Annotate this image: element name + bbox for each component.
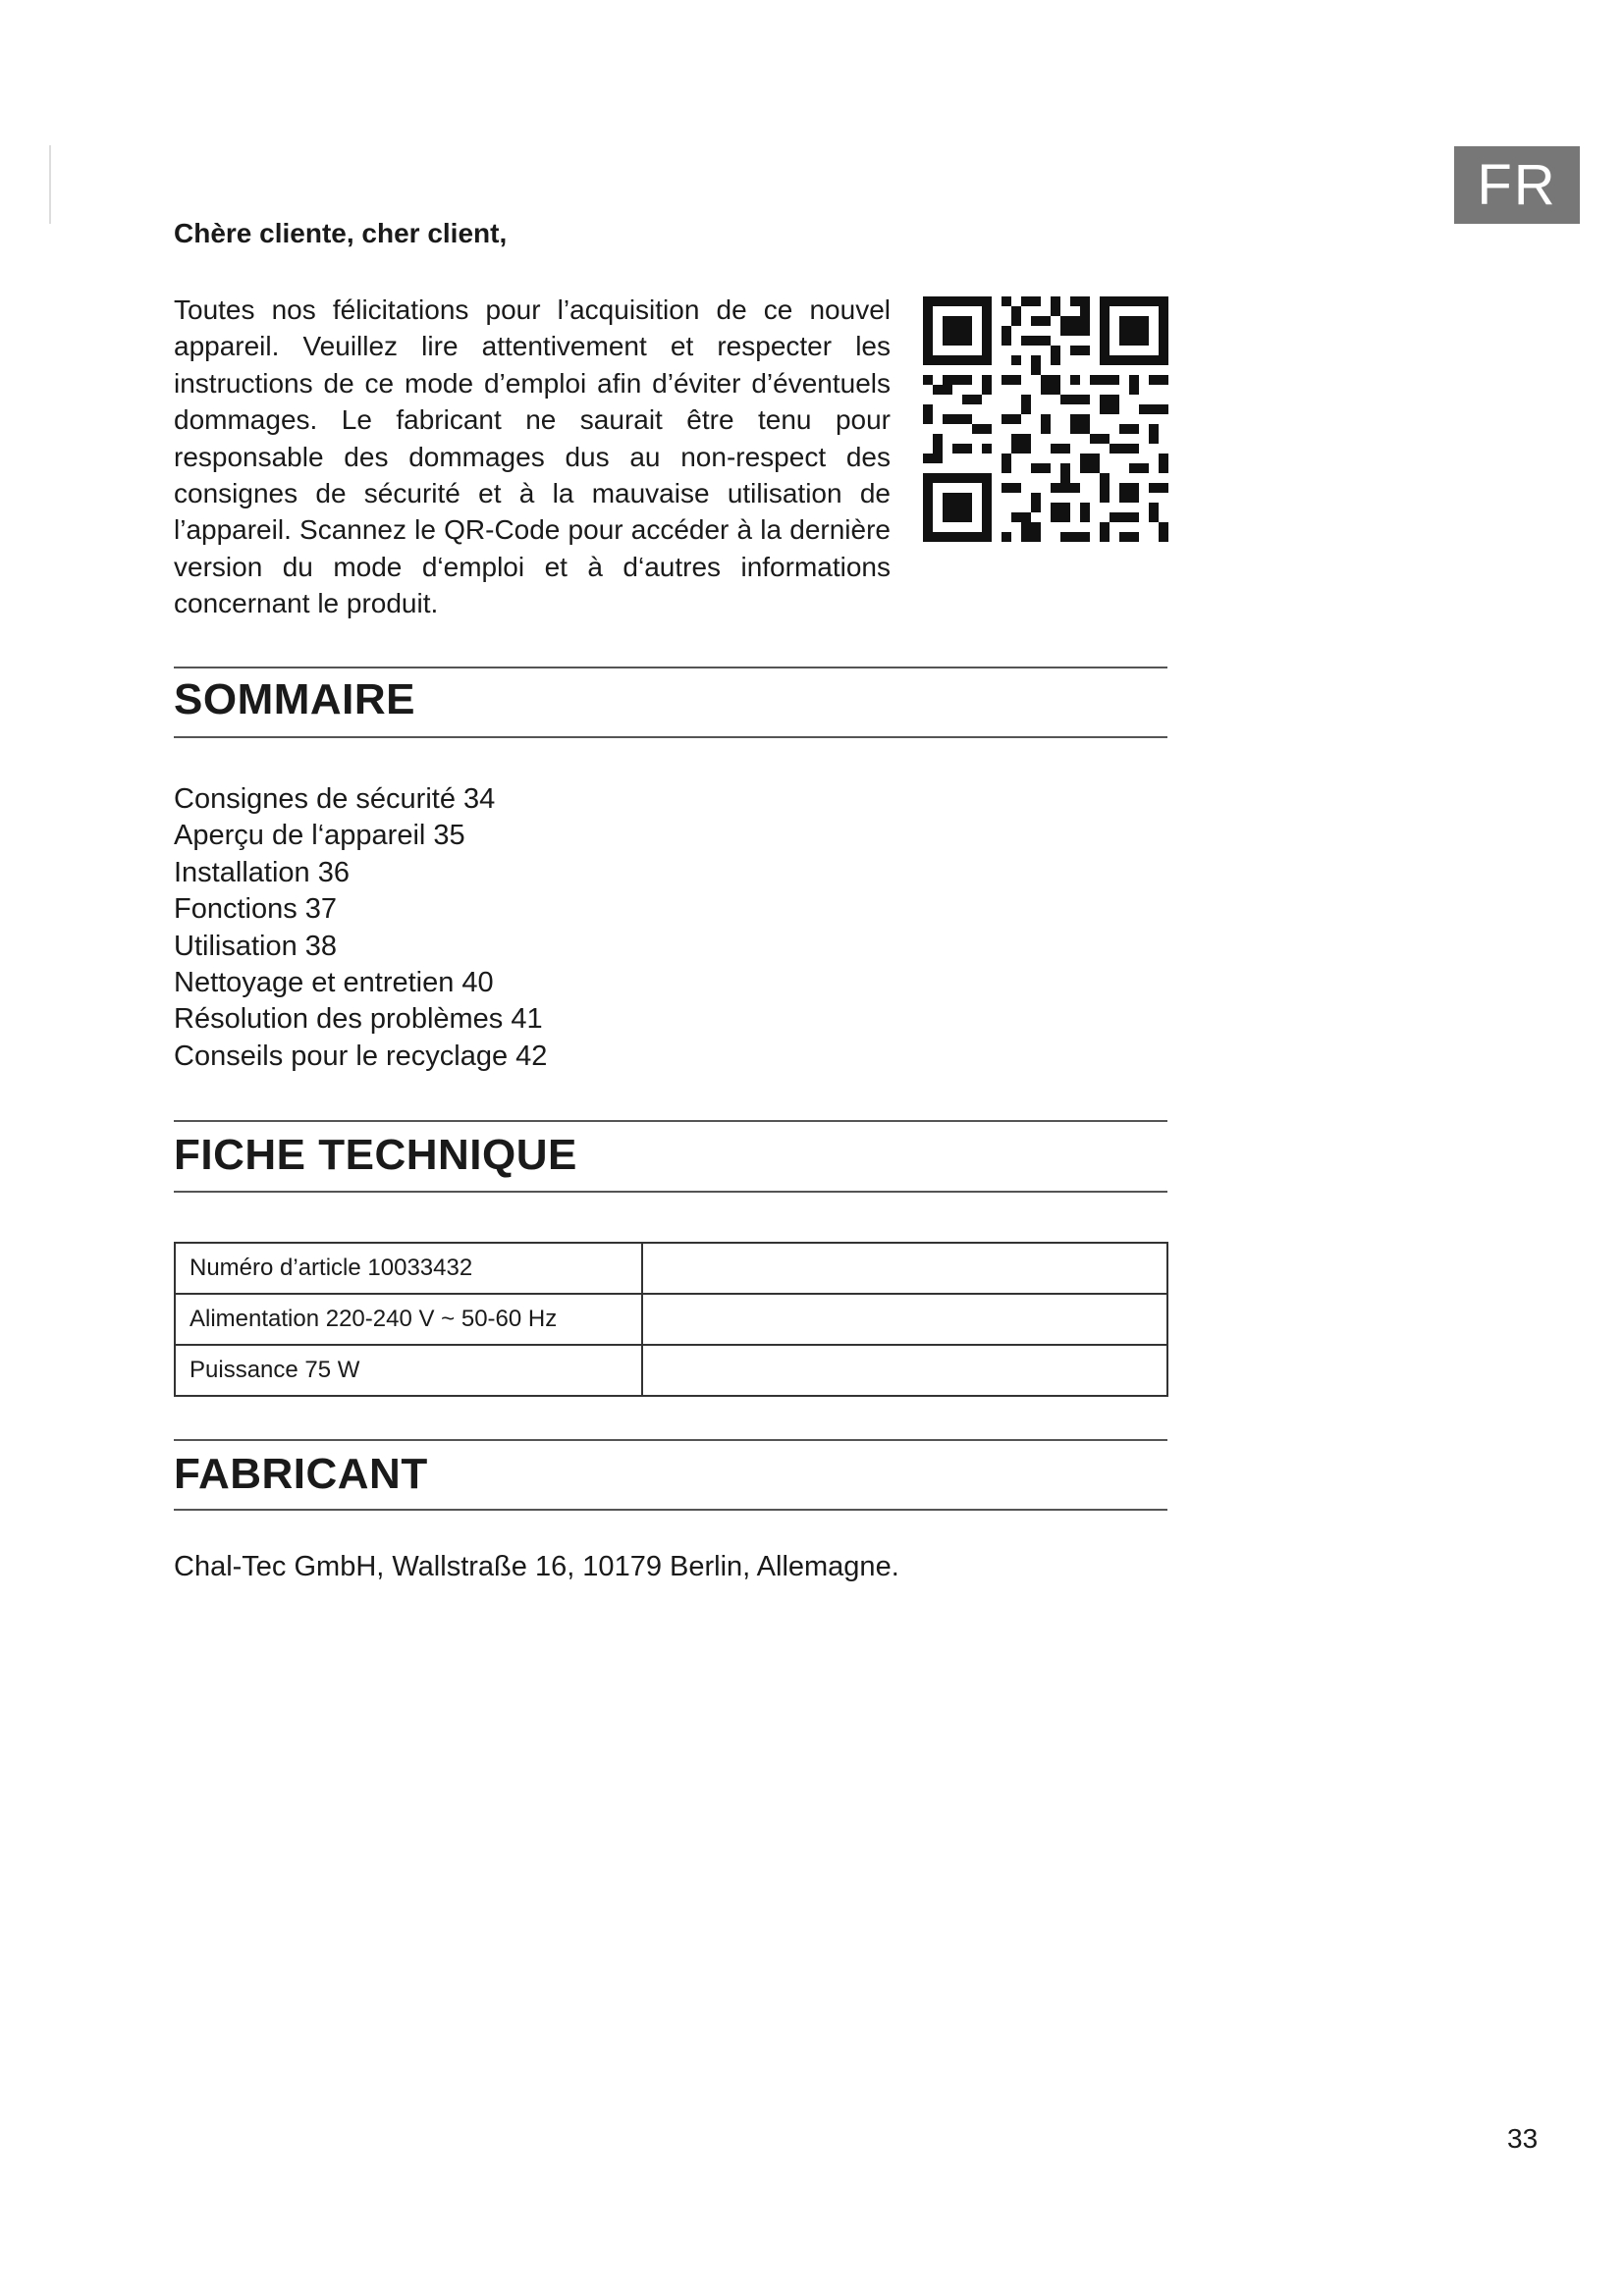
spec-value bbox=[642, 1294, 1168, 1345]
toc-item[interactable]: Utilisation 38 bbox=[174, 930, 338, 962]
toc-item[interactable]: Consignes de sécurité 34 bbox=[174, 783, 496, 815]
table-of-contents bbox=[174, 781, 547, 1075]
section-title-fabricant: FABRICANT bbox=[174, 1450, 428, 1498]
spec-table bbox=[174, 1242, 1168, 1397]
table-row bbox=[175, 1243, 1167, 1294]
toc-item[interactable]: Nettoyage et entretien 40 bbox=[174, 967, 494, 999]
section-rule-bottom bbox=[174, 1509, 1167, 1511]
spec-label: Puissance 75 W bbox=[175, 1345, 642, 1396]
page-number: 33 bbox=[1507, 2123, 1539, 2154]
table-row bbox=[175, 1294, 1167, 1345]
toc-item[interactable]: Installation 36 bbox=[174, 856, 350, 888]
section-rule-bottom bbox=[174, 736, 1167, 738]
section-rule-top bbox=[174, 1439, 1167, 1441]
language-badge: FR bbox=[1454, 146, 1580, 224]
intro-paragraph: Toutes nos félicitations pour l’acquisition de ce nouvel appareil. Veuillez lire attentivement et respecter les instructions de ce mode d’emploi afin d’éviter d’éventuels dommages. Le fabricant ne saurait être tenu pour responsable des dommages dus au non-respect des consignes de sécurité et à la mauvaise utilisation de l’appareil. Scannez le QR-Code pour accéder à la dernière version du mode d‘emploi et à d‘autres informations concernant le produit. bbox=[174, 294, 891, 619]
toc-item[interactable]: Conseils pour le recyclage 42 bbox=[174, 1040, 548, 1072]
manufacturer-address: Chal-Tec GmbH, Wallstraße 16, 10179 Berlin, Allemagne. bbox=[174, 1551, 899, 1582]
spec-label: Numéro d’article 10033432 bbox=[175, 1243, 642, 1294]
section-title-fiche-technique: FICHE TECHNIQUE bbox=[174, 1131, 577, 1179]
spec-label: Alimentation 220-240 V ~ 50-60 Hz bbox=[175, 1294, 642, 1345]
toc-item[interactable]: Aperçu de l‘appareil 35 bbox=[174, 820, 465, 852]
greeting: Chère cliente, cher client, bbox=[174, 218, 508, 248]
qr-code-icon[interactable] bbox=[923, 296, 1168, 542]
table-row bbox=[175, 1345, 1167, 1396]
section-rule-top bbox=[174, 1120, 1167, 1122]
section-rule-top bbox=[174, 667, 1167, 668]
spec-value bbox=[642, 1243, 1168, 1294]
section-rule-bottom bbox=[174, 1191, 1167, 1193]
margin-rule bbox=[49, 145, 51, 224]
toc-item[interactable]: Fonctions 37 bbox=[174, 893, 338, 926]
toc-item[interactable]: Résolution des problèmes 41 bbox=[174, 1003, 543, 1036]
section-title-sommaire: SOMMAIRE bbox=[174, 675, 415, 723]
spec-value bbox=[642, 1345, 1168, 1396]
